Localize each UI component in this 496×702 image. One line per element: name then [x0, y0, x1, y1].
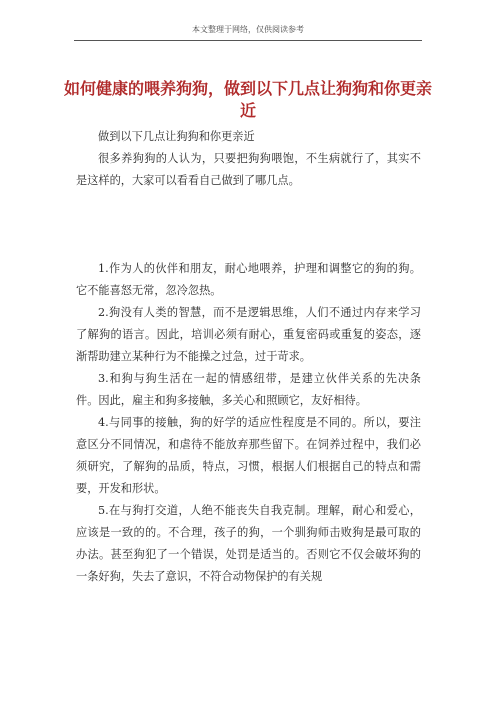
tip-paragraph-1: 1.作为人的伙伴和朋友，耐心地喂养，护理和调整它的狗的狗。它不能喜怒无常，忽冷忽热。 [76, 262, 421, 297]
document-title: 如何健康的喂养狗狗，做到以下几点让狗狗和你更亲近 [64, 79, 433, 120]
intro-paragraph: 很多养狗狗的人认为，只要把狗狗喂饱，不生病就行了，其实不是这样的，大家可以看看自己做到了哪几点。 [76, 152, 421, 187]
tip-paragraph-3: 3.和狗与狗生活在一起的情感纽带，是建立伙伴关系的先决条件。因此，雇主和狗多接触，多关心和照顾它，友好相待。 [76, 372, 421, 407]
tips-list [76, 258, 421, 588]
document-subtitle: 做到以下几点让狗狗和你更亲近 [98, 130, 255, 143]
header-divider [74, 40, 422, 41]
header-note: 本文整理于网络，仅供阅读参考 [192, 25, 304, 34]
tip-paragraph-5: 5.在与狗打交道，人绝不能丧失自我克制。理解，耐心和爱心，应该是一致的的。不合理，孩子的狗，一个驯狗师击败狗是最可取的办法。甚至狗犯了一个错误，处罚是适当的。否则它不仅会破坏狗的一条好狗，失去了意识，不符合动物保护的有关规 [76, 504, 421, 583]
tip-paragraph-2: 2.狗没有人类的智慧，而不是逻辑思维，人们不通过内存来学习了解狗的语言。因此，培训必须有耐心，重复密码或重复的姿态，逐渐帮助建立某种行为不能操之过急，过于苛求。 [76, 306, 421, 363]
tip-paragraph-4: 4.与同事的接触，狗的好学的适应性程度是不同的。所以，要注意区分不同情况，和虐待不能放弃那些留下。在饲养过程中，我们必须研究，了解狗的品质，特点，习惯，根据人们根据自己的特点和需要，开发和形状。 [76, 416, 421, 495]
